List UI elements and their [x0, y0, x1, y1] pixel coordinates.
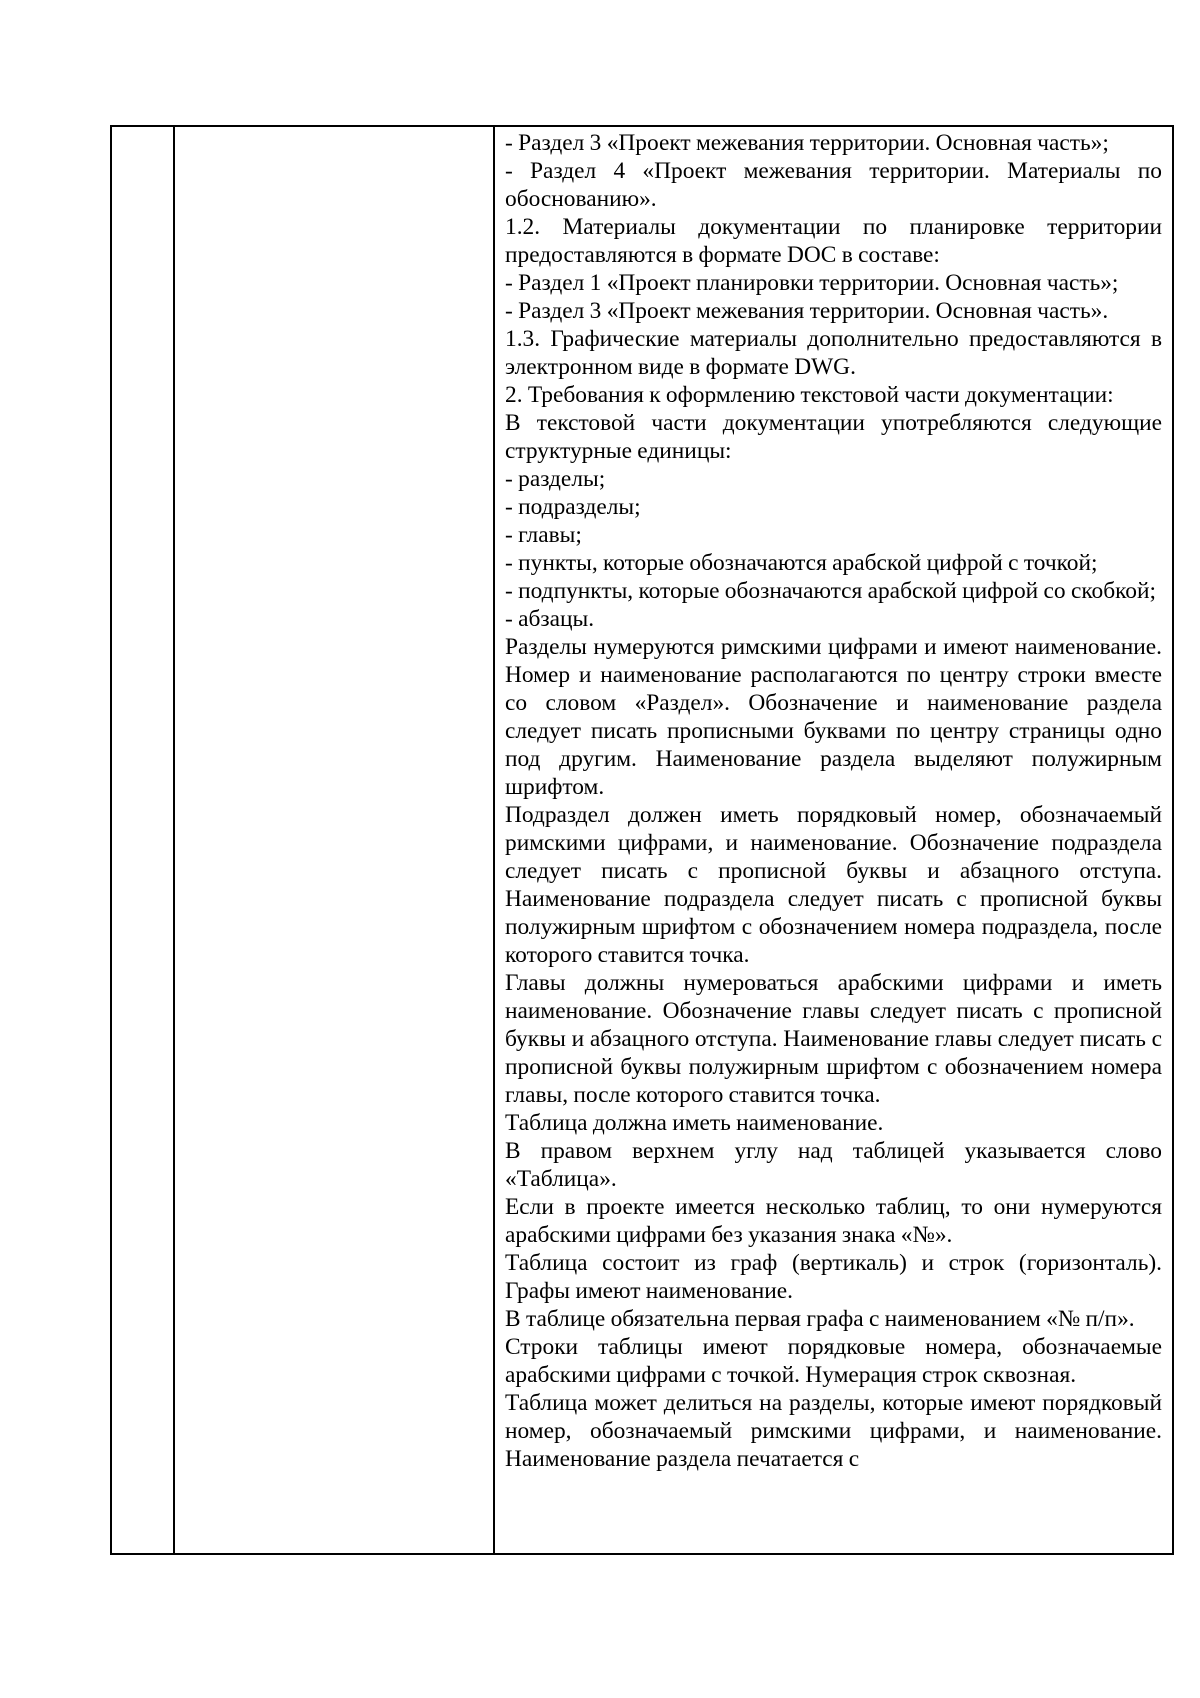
paragraph: - главы;	[505, 522, 582, 548]
paragraph: - Раздел 1 «Проект планировки территории. Основная часть»;	[505, 270, 1119, 296]
paragraph: Разделы нумеруются римскими цифрами и имеют наименование. Номер и наименование располагаются по центру строки вместе со словом «Раздел». Обозначение и наименование раздела следует писать прописными буквами по центру страницы одно под другим. Наименование раздела выделяют полужирным шрифтом.	[505, 634, 1162, 800]
row-number-cell	[111, 126, 174, 1554]
paragraph: - Раздел 4 «Проект межевания территории. Материалы по обоснованию».	[505, 158, 1162, 212]
paragraph: В правом верхнем углу над таблицей указывается слово «Таблица».	[505, 1138, 1162, 1192]
paragraph: Главы должны нумероваться арабскими цифрами и иметь наименование. Обозначение главы следует писать с прописной буквы и абзацного отступа. Наименование главы следует писать с прописной буквы полужирным шрифтом с обозначением номера главы, после которого ставится точка.	[505, 970, 1162, 1108]
paragraph: Таблица должна иметь наименование.	[505, 1110, 884, 1136]
paragraph: - Раздел 3 «Проект межевания территории. Основная часть»;	[505, 130, 1109, 156]
paragraph: 2. Требования к оформлению текстовой части документации:	[505, 382, 1114, 408]
paragraph: Таблица может делиться на разделы, которые имеют порядковый номер, обозначаемый римскими цифрами, и наименование. Наименование раздела печатается с	[505, 1390, 1162, 1472]
paragraph: Строки таблицы имеют порядковые номера, обозначаемые арабскими цифрами с точкой. Нумерация строк сквозная.	[505, 1334, 1162, 1388]
row-name-cell	[174, 126, 494, 1554]
paragraph: В текстовой части документации употребляются следующие структурные единицы:	[505, 410, 1162, 464]
paragraph: - пункты, которые обозначаются арабской цифрой с точкой;	[505, 550, 1098, 576]
paragraph: - разделы;	[505, 466, 606, 492]
paragraph: Если в проекте имеется несколько таблиц, то они нумеруются арабскими цифрами без указания знака «№».	[505, 1194, 1162, 1248]
table-row	[111, 126, 1173, 1554]
paragraph: 1.2. Материалы документации по планировке территории предоставляются в формате DOC в составе:	[505, 214, 1162, 268]
paragraph: - Раздел 3 «Проект межевания территории. Основная часть».	[505, 298, 1109, 324]
paragraph: - абзацы.	[505, 606, 595, 632]
paragraph: - подпункты, которые обозначаются арабской цифрой со скобкой;	[505, 578, 1157, 604]
paragraph: - подразделы;	[505, 494, 641, 520]
paragraph: В таблице обязательна первая графа с наименованием «№ п/п».	[505, 1306, 1135, 1332]
paragraph: Таблица состоит из граф (вертикаль) и строк (горизонталь). Графы имеют наименование.	[505, 1250, 1162, 1304]
row-text-cell	[494, 126, 1173, 1554]
requirements-table	[110, 125, 1174, 1555]
paragraph: Подраздел должен иметь порядковый номер, обозначаемый римскими цифрами, и наименование. Обозначение подраздела следует писать с прописной буквы и абзацного отступа. Наименование подраздела следует писать с прописной буквы полужирным шрифтом с обозначением номера подраздела, после которого ставится точка.	[505, 802, 1162, 968]
paragraph: 1.3. Графические материалы дополнительно предоставляются в электронном виде в формате DWG.	[505, 326, 1162, 380]
